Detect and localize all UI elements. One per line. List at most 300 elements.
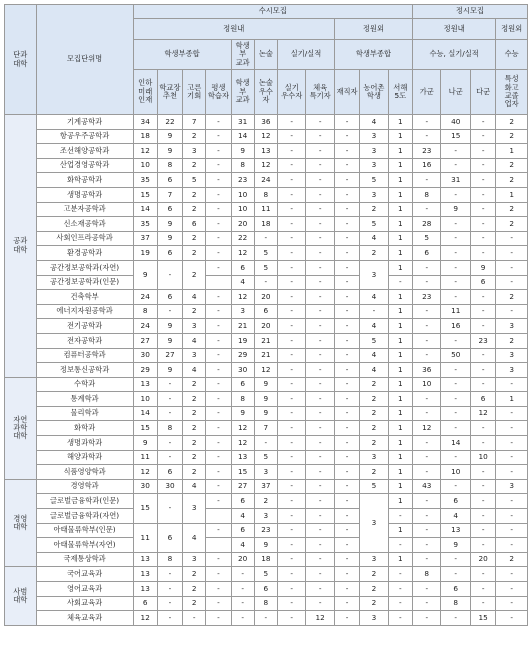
cell-value: - [334, 582, 359, 597]
cell-value: 15 [231, 465, 254, 480]
cell-value: 11 [133, 450, 157, 465]
cell-value: - [157, 436, 182, 451]
cell-value: - [441, 231, 471, 246]
cell-value: - [388, 275, 412, 290]
department-name: 생명과학과 [36, 436, 133, 451]
cell-value: 4 [360, 363, 388, 378]
cell-value: 24 [133, 319, 157, 334]
cell-value: - [306, 596, 334, 611]
department-name: 공간정보공학과(인문) [36, 275, 133, 290]
cell-value: 9 [470, 260, 495, 275]
cell-value: 2 [360, 582, 388, 597]
department-name: 수학과 [36, 377, 133, 392]
cell-value: - [496, 421, 528, 436]
cell-value: - [206, 348, 231, 363]
cell-value: 1 [388, 158, 412, 173]
cell-value: - [470, 538, 495, 553]
cell-value: 1 [388, 246, 412, 261]
cell-value: - [441, 144, 471, 159]
cell-value: - [277, 509, 305, 524]
cell-value: 9 [441, 202, 471, 217]
cell-value: - [334, 290, 359, 305]
cell-value: 1 [388, 392, 412, 407]
cell-value: - [157, 611, 182, 626]
cell-value: 36 [254, 115, 277, 130]
cell-value: - [277, 275, 305, 290]
cell-value: 3 [254, 465, 277, 480]
cell-value: 6 [231, 260, 254, 275]
cell-value: - [277, 479, 305, 494]
department-name: 국어교육과 [36, 567, 133, 582]
cell-value: 37 [133, 231, 157, 246]
cell-value: 9 [157, 217, 182, 232]
cell-value: 28 [413, 217, 441, 232]
header-leaf-4: 학생 부 교과 [231, 70, 254, 115]
cell-value: 8 [231, 392, 254, 407]
cell-value: 3 [360, 158, 388, 173]
cell-value: - [277, 158, 305, 173]
cell-value: - [306, 202, 334, 217]
cell-value: 5 [360, 333, 388, 348]
cell-value: 36 [413, 363, 441, 378]
college-name: 경영 대학 [5, 479, 37, 567]
cell-value: - [157, 450, 182, 465]
cell-value: - [413, 304, 441, 319]
department-name: 물리학과 [36, 406, 133, 421]
cell-value: 1 [388, 377, 412, 392]
cell-value: 2 [183, 187, 206, 202]
cell-value: - [496, 377, 528, 392]
cell-value: 11 [133, 523, 157, 552]
cell-value: 6 [157, 173, 182, 188]
cell-value: 1 [496, 144, 528, 159]
cell-value: - [413, 611, 441, 626]
cell-value: - [231, 611, 254, 626]
cell-value: 19 [231, 333, 254, 348]
cell-value: 12 [133, 144, 157, 159]
cell-value: 27 [157, 348, 182, 363]
cell-value: 15 [133, 421, 157, 436]
cell-value: 12 [254, 363, 277, 378]
cell-value: - [277, 465, 305, 480]
cell-value: 5 [360, 173, 388, 188]
cell-value: 6 [254, 582, 277, 597]
cell-value: 1 [388, 494, 412, 509]
cell-value: - [441, 377, 471, 392]
cell-value: - [470, 363, 495, 378]
cell-value: 12 [231, 421, 254, 436]
cell-value: - [441, 363, 471, 378]
cell-value: - [277, 406, 305, 421]
cell-value: - [334, 333, 359, 348]
cell-value: - [441, 290, 471, 305]
cell-value: - [231, 582, 254, 597]
cell-value: - [334, 363, 359, 378]
cell-value: 8 [231, 158, 254, 173]
cell-value: - [470, 246, 495, 261]
header-leaf-11: 가군 [413, 70, 441, 115]
header-suneung: 수능 [496, 40, 528, 70]
cell-value: - [413, 465, 441, 480]
cell-value: 6 [157, 290, 182, 305]
cell-value: - [306, 319, 334, 334]
cell-value: 9 [231, 406, 254, 421]
table-row [5, 523, 528, 538]
cell-value: - [441, 333, 471, 348]
header-comprehensive-out: 학생부종합 [334, 40, 412, 70]
cell-value: 10 [441, 465, 471, 480]
department-name: 아태물류학부(인문) [36, 523, 133, 538]
table-row [5, 494, 528, 509]
cell-value: 10 [133, 392, 157, 407]
department-name: 체육교육과 [36, 611, 133, 626]
cell-value: 4 [360, 290, 388, 305]
cell-value: - [277, 363, 305, 378]
cell-value: 14 [133, 406, 157, 421]
cell-value: - [277, 187, 305, 202]
cell-value: - [277, 611, 305, 626]
department-name: 글로벌금융학과(자연) [36, 509, 133, 524]
department-name: 사회인프라공학과 [36, 231, 133, 246]
cell-value: - [277, 523, 305, 538]
cell-value: - [277, 304, 305, 319]
cell-value: - [441, 406, 471, 421]
cell-value: 4 [360, 115, 388, 130]
department-name: 정보통신공학과 [36, 363, 133, 378]
cell-value: - [334, 275, 359, 290]
cell-value: 16 [413, 158, 441, 173]
cell-value: 15 [470, 611, 495, 626]
header-susi-in-quota: 정원내 [133, 19, 334, 40]
cell-value: - [306, 231, 334, 246]
cell-value: 20 [470, 552, 495, 567]
cell-value: 6 [470, 275, 495, 290]
cell-value: - [277, 173, 305, 188]
header-leaf-5: 논술 우수 자 [254, 70, 277, 115]
cell-value: - [306, 260, 334, 275]
header-leaf-0: 인하 미래 인재 [133, 70, 157, 115]
cell-value: - [206, 217, 231, 232]
cell-value: 5 [360, 217, 388, 232]
cell-value: - [277, 450, 305, 465]
header-jeongsi-out-quota: 정원외 [496, 19, 528, 40]
cell-value: 3 [496, 319, 528, 334]
cell-value: - [413, 260, 441, 275]
cell-value: 9 [133, 436, 157, 451]
cell-value: - [496, 406, 528, 421]
cell-value: - [183, 611, 206, 626]
cell-value: 43 [413, 479, 441, 494]
cell-value: - [470, 304, 495, 319]
table-row [5, 290, 528, 305]
cell-value: - [334, 187, 359, 202]
cell-value: - [470, 421, 495, 436]
cell-value: 1 [388, 450, 412, 465]
cell-value: - [441, 246, 471, 261]
cell-value: 27 [133, 333, 157, 348]
cell-value: - [157, 582, 182, 597]
cell-value: 1 [388, 406, 412, 421]
cell-value: - [277, 348, 305, 363]
cell-value: - [306, 246, 334, 261]
cell-value: - [441, 479, 471, 494]
cell-value: - [413, 129, 441, 144]
cell-value: - [334, 611, 359, 626]
department-name: 기계공학과 [36, 115, 133, 130]
cell-value: - [334, 115, 359, 130]
cell-value: 6 [231, 377, 254, 392]
cell-value: 30 [157, 479, 182, 494]
cell-value: - [360, 304, 388, 319]
cell-value: 2 [360, 596, 388, 611]
cell-value: 12 [306, 611, 334, 626]
cell-value: - [306, 450, 334, 465]
cell-value: 1 [388, 421, 412, 436]
cell-value: - [206, 494, 231, 509]
cell-value: 20 [231, 217, 254, 232]
cell-value: 3 [360, 260, 388, 289]
cell-value: - [413, 582, 441, 597]
cell-value: 5 [360, 479, 388, 494]
cell-value: - [470, 115, 495, 130]
cell-value: 2 [183, 582, 206, 597]
cell-value: - [441, 421, 471, 436]
cell-value: 6 [231, 494, 254, 509]
cell-value: - [157, 392, 182, 407]
cell-value: 1 [388, 173, 412, 188]
cell-value: - [206, 363, 231, 378]
cell-value: 9 [157, 129, 182, 144]
cell-value: - [441, 217, 471, 232]
cell-value: - [231, 567, 254, 582]
cell-value: - [470, 348, 495, 363]
cell-value: 2 [183, 567, 206, 582]
cell-value: 2 [183, 421, 206, 436]
cell-value: 12 [254, 158, 277, 173]
cell-value: - [496, 450, 528, 465]
cell-value: - [334, 421, 359, 436]
cell-value: 1 [388, 129, 412, 144]
cell-value: 12 [470, 406, 495, 421]
cell-value: - [206, 377, 231, 392]
cell-value: - [388, 509, 412, 524]
cell-value: 27 [231, 479, 254, 494]
cell-value: - [496, 275, 528, 290]
cell-value: - [206, 144, 231, 159]
cell-value: 4 [360, 231, 388, 246]
cell-value: - [413, 596, 441, 611]
cell-value: 3 [183, 552, 206, 567]
cell-value: 29 [133, 363, 157, 378]
cell-value: - [306, 406, 334, 421]
cell-value: - [334, 567, 359, 582]
cell-value: - [470, 158, 495, 173]
cell-value: - [306, 115, 334, 130]
department-name: 에너지자원공학과 [36, 304, 133, 319]
cell-value: 13 [254, 144, 277, 159]
cell-value: - [413, 494, 441, 509]
cell-value: - [413, 115, 441, 130]
table-row [5, 260, 528, 275]
cell-value: - [206, 231, 231, 246]
cell-value: 19 [133, 246, 157, 261]
cell-value: - [470, 129, 495, 144]
cell-value: - [306, 436, 334, 451]
cell-value: 4 [231, 275, 254, 290]
cell-value: 2 [496, 115, 528, 130]
cell-value: 2 [360, 377, 388, 392]
cell-value: 24 [133, 290, 157, 305]
cell-value: - [334, 465, 359, 480]
cell-value: - [388, 596, 412, 611]
cell-value: - [206, 115, 231, 130]
cell-value: - [306, 348, 334, 363]
cell-value: - [206, 187, 231, 202]
cell-value: - [277, 231, 305, 246]
cell-value: - [306, 523, 334, 538]
cell-value: 6 [470, 392, 495, 407]
header-early-admission: 수시모집 [133, 5, 412, 19]
cell-value: 1 [388, 552, 412, 567]
cell-value: - [413, 202, 441, 217]
cell-value: - [441, 567, 471, 582]
cell-value: - [441, 392, 471, 407]
cell-value: - [334, 144, 359, 159]
cell-value: 13 [133, 567, 157, 582]
cell-value: 3 [183, 144, 206, 159]
header-leaf-9: 농어촌 학생 [360, 70, 388, 115]
cell-value: - [206, 246, 231, 261]
cell-value: 8 [157, 421, 182, 436]
cell-value: 2 [183, 406, 206, 421]
cell-value: 2 [183, 450, 206, 465]
cell-value: - [306, 509, 334, 524]
table-row [5, 567, 528, 582]
cell-value: - [496, 582, 528, 597]
table-row [5, 202, 528, 217]
cell-value: 9 [157, 333, 182, 348]
cell-value: 2 [360, 436, 388, 451]
cell-value: 6 [157, 465, 182, 480]
cell-value: - [441, 450, 471, 465]
cell-value: 6 [133, 596, 157, 611]
cell-value: 12 [231, 246, 254, 261]
cell-value: 3 [360, 611, 388, 626]
cell-value: - [334, 523, 359, 538]
cell-value: 6 [157, 246, 182, 261]
cell-value: 2 [496, 202, 528, 217]
cell-value: - [206, 392, 231, 407]
cell-value: - [470, 377, 495, 392]
college-name: 사범 대학 [5, 567, 37, 625]
department-name: 전자공학과 [36, 333, 133, 348]
department-name: 건축학부 [36, 290, 133, 305]
cell-value: 3 [183, 348, 206, 363]
cell-value: - [470, 479, 495, 494]
department-name: 산업경영공학과 [36, 158, 133, 173]
cell-value: - [277, 392, 305, 407]
cell-value: 18 [133, 129, 157, 144]
cell-value: - [277, 246, 305, 261]
cell-value: 3 [231, 304, 254, 319]
department-name: 생명공학과 [36, 187, 133, 202]
department-name: 고분자공학과 [36, 202, 133, 217]
cell-value: - [306, 333, 334, 348]
cell-value: - [206, 202, 231, 217]
cell-value: - [206, 596, 231, 611]
cell-value: 2 [360, 202, 388, 217]
cell-value: 10 [470, 450, 495, 465]
cell-value: 23 [254, 523, 277, 538]
cell-value: - [277, 552, 305, 567]
cell-value: - [413, 173, 441, 188]
cell-value: - [413, 450, 441, 465]
header-department: 모집단위명 [36, 5, 133, 115]
cell-value: 7 [183, 115, 206, 130]
cell-value: - [496, 611, 528, 626]
cell-value: 23 [413, 290, 441, 305]
cell-value: 8 [254, 187, 277, 202]
cell-value: - [306, 582, 334, 597]
cell-value: 29 [231, 348, 254, 363]
cell-value: 2 [360, 392, 388, 407]
cell-value: 3 [360, 494, 388, 552]
cell-value [206, 275, 231, 290]
cell-value: 2 [360, 465, 388, 480]
cell-value: - [306, 392, 334, 407]
cell-value: - [470, 231, 495, 246]
cell-value: 1 [388, 144, 412, 159]
cell-value: - [334, 377, 359, 392]
cell-value: 9 [157, 363, 182, 378]
cell-value: 31 [441, 173, 471, 188]
header-leaf-14: 특성 화고 교졸 업자 [496, 70, 528, 115]
cell-value: 2 [183, 304, 206, 319]
cell-value: - [206, 158, 231, 173]
cell-value: 3 [496, 348, 528, 363]
cell-value: - [496, 231, 528, 246]
cell-value: 2 [183, 231, 206, 246]
cell-value: 4 [441, 509, 471, 524]
cell-value: - [470, 202, 495, 217]
cell-value: - [470, 567, 495, 582]
cell-value: 6 [441, 494, 471, 509]
cell-value: - [277, 217, 305, 232]
cell-value: 12 [254, 129, 277, 144]
cell-value: 3 [183, 494, 206, 523]
cell-value: 8 [133, 304, 157, 319]
cell-value: 2 [183, 260, 206, 289]
header-comprehensive: 학생부종합 [133, 40, 231, 70]
cell-value: - [334, 406, 359, 421]
cell-value: 1 [388, 319, 412, 334]
cell-value: - [306, 217, 334, 232]
cell-value: - [413, 538, 441, 553]
cell-value: 1 [388, 363, 412, 378]
cell-value: - [413, 436, 441, 451]
cell-value: - [334, 509, 359, 524]
cell-value: 13 [441, 523, 471, 538]
cell-value: - [334, 304, 359, 319]
cell-value: 1 [388, 290, 412, 305]
cell-value: 13 [133, 582, 157, 597]
cell-value: 2 [183, 202, 206, 217]
header-leaf-2: 고른 기회 [183, 70, 206, 115]
cell-value: - [334, 494, 359, 509]
cell-value [206, 538, 231, 553]
cell-value: - [334, 436, 359, 451]
cell-value: 2 [360, 567, 388, 582]
